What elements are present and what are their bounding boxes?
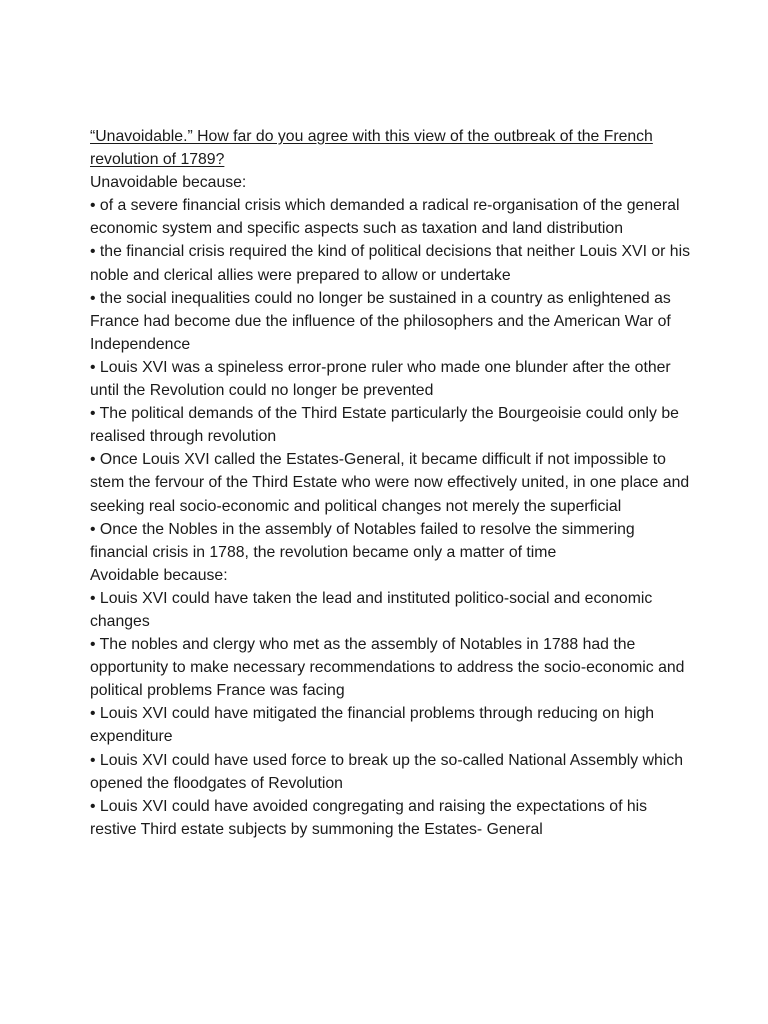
bullet-icon: • — [90, 705, 96, 723]
list-item — [90, 795, 690, 841]
bullet-icon: • — [90, 358, 96, 376]
bullet-icon: • — [90, 243, 96, 261]
list-item — [90, 633, 690, 702]
list-item-text: Once Louis XVI called the Estates-General, it became difficult if not impossible to stem the fervour of the Third Estate who were now effectively united, in one place and seeking real socio-economic and political changes not merely the superficial — [90, 451, 690, 515]
section-heading-unavoidable: Unavoidable because: — [90, 174, 247, 192]
bullet-icon: • — [90, 751, 96, 769]
list-item — [90, 702, 690, 748]
list-item-text: of a severe financial crisis which demanded a radical re-organisation of the general economic system and specific aspects such as taxation and land distribution — [90, 197, 680, 238]
bullet-icon: • — [90, 520, 96, 538]
list-item-text: Louis XVI could have taken the lead and instituted politico-social and economic changes — [90, 589, 653, 630]
list-item — [90, 240, 690, 286]
bullet-icon: • — [90, 797, 96, 815]
bullet-icon: • — [90, 405, 96, 423]
list-item — [90, 287, 690, 356]
list-item — [90, 518, 690, 564]
list-item — [90, 749, 690, 795]
list-item-text: Louis XVI could have used force to break up the so-called National Assembly which opened the floodgates of Revolution — [90, 751, 683, 792]
list-item-text: the financial crisis required the kind of political decisions that neither Louis XVI or his noble and clerical allies were prepared to allow or undertake — [90, 243, 690, 284]
list-item-text: The nobles and clergy who met as the assembly of Notables in 1788 had the opportunity to make necessary recommendations to address the socio-economic and political problems France was facing — [90, 636, 685, 700]
list-item — [90, 356, 690, 402]
list-item-text: Once the Nobles in the assembly of Notables failed to resolve the simmering financial crisis in 1788, the revolution became only a matter of time — [90, 520, 635, 561]
list-item — [90, 402, 690, 448]
document-body — [90, 125, 690, 841]
list-item-text: The political demands of the Third Estate particularly the Bourgeoisie could only be realised through revolution — [90, 405, 679, 446]
list-item-text: the social inequalities could no longer be sustained in a country as enlightened as France had become due the influence of the philosophers and the American War of Independence — [90, 289, 671, 353]
bullet-icon: • — [90, 197, 96, 215]
list-item — [90, 587, 690, 633]
section-heading-avoidable: Avoidable because: — [90, 566, 228, 584]
bullet-icon: • — [90, 589, 96, 607]
bullet-icon: • — [90, 636, 96, 654]
list-item-text: Louis XVI was a spineless error-prone ruler who made one blunder after the other until the Revolution could no longer be prevented — [90, 358, 671, 400]
bullet-icon: • — [90, 289, 96, 307]
bullet-list-avoidable — [90, 587, 690, 841]
list-item — [90, 194, 690, 240]
list-item-text: Louis XVI could have mitigated the financial problems through reducing on high expenditure — [90, 705, 655, 746]
essay-question-title: “Unavoidable.” How far do you agree with this view of the outbreak of the French revolution of 1789? — [90, 128, 653, 169]
bullet-icon: • — [90, 451, 96, 469]
list-item-text: Louis XVI could have avoided congregating and raising the expectations of his restive Third estate subjects by summoning the Estates- General — [90, 797, 648, 838]
bullet-list-unavoidable — [90, 194, 690, 564]
list-item — [90, 448, 690, 517]
